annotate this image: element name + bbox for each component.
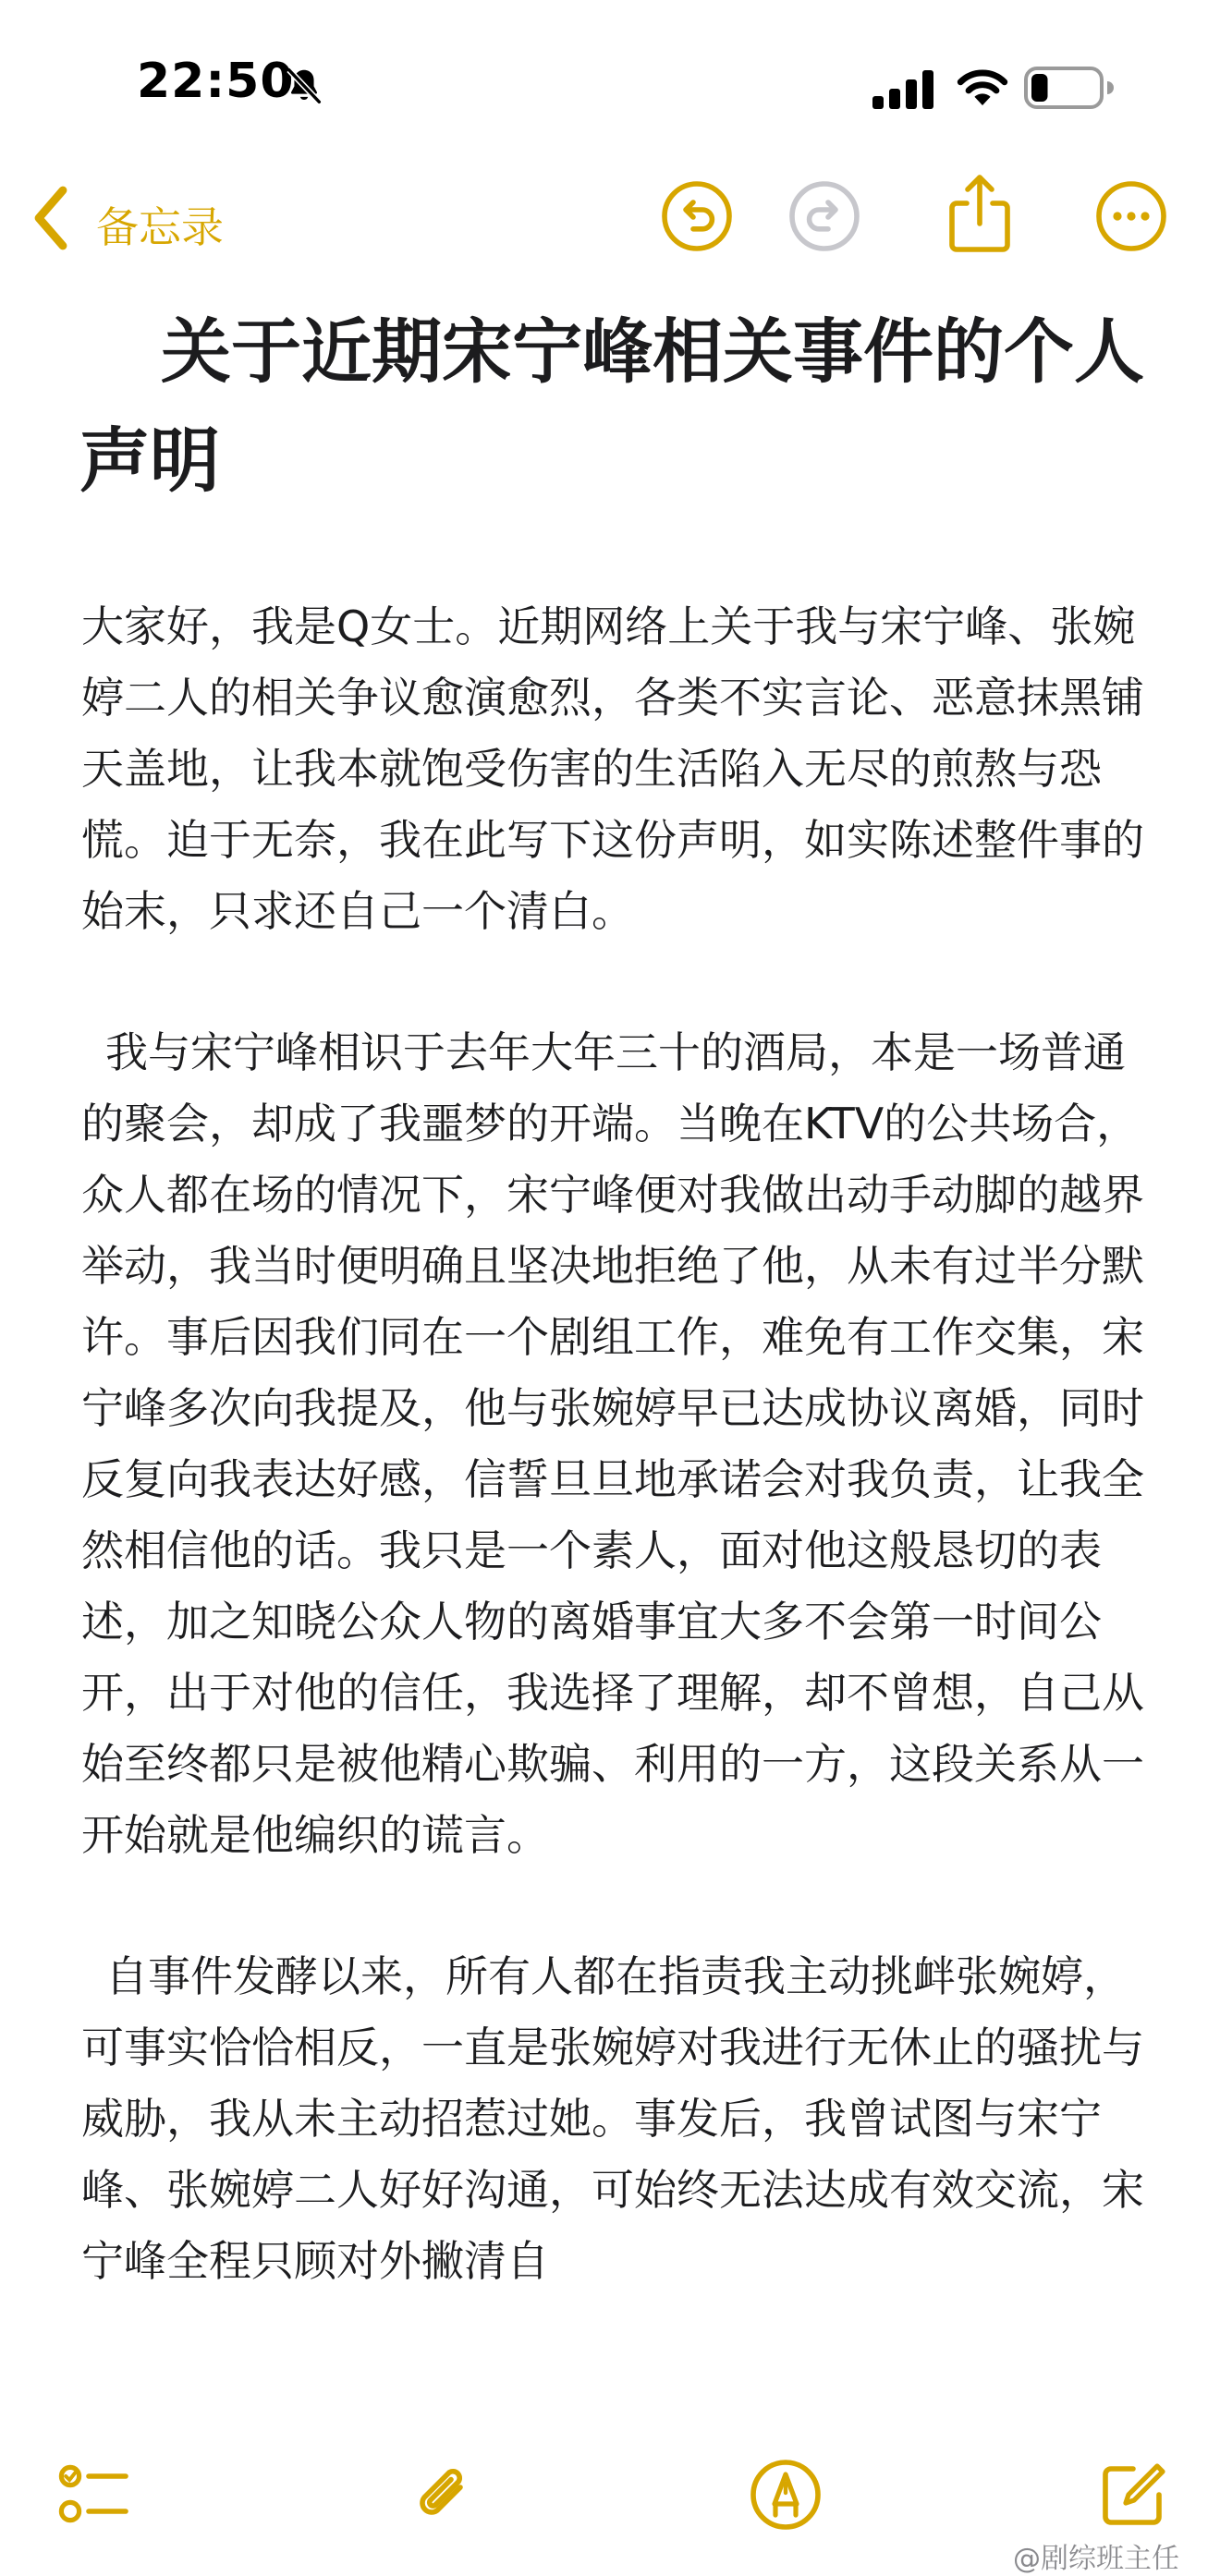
compose-icon[interactable] xyxy=(1096,2458,1170,2532)
status-bar xyxy=(0,0,1220,185)
back-button[interactable]: 备忘录 xyxy=(96,202,224,252)
note-paragraph xyxy=(81,1941,1153,2297)
attachment-icon[interactable] xyxy=(407,2458,481,2532)
checklist-icon[interactable] xyxy=(57,2458,131,2532)
battery-icon xyxy=(1024,67,1115,109)
undo-icon[interactable] xyxy=(660,179,734,253)
redo-icon[interactable] xyxy=(787,179,861,253)
note-title[interactable] xyxy=(79,298,1161,516)
bell-slash-icon xyxy=(283,65,325,107)
status-time: 22:50 xyxy=(137,54,295,109)
note-paragraph-text: 大家好，我是Q女士。近期网络上关于我与宋宁峰、张婉婷二人的相关争议愈演愈烈，各类不实言论、恶意抹黑铺天盖地，让我本就饱受伤害的生活陷入无尽的煎熬与恐慌。迫于无奈，我在此写下这份声明，如实陈述整件事的始末，只求还自己一个清白。 xyxy=(81,601,1144,936)
note-paragraph xyxy=(81,1017,1153,1871)
note-paragraph-text: 自事件发酵以来，所有人都在指责我主动挑衅张婉婷，可事实恰恰相反，一直是张婉婷对我进行无休止的骚扰与威胁，我从未主动招惹过她。事发后，我曾试图与宋宁峰、张婉婷二人好好沟通，可始终无法达成有效交流，宋宁峰全程只顾对外撇清自 xyxy=(81,1951,1144,2286)
wifi-icon xyxy=(954,65,1011,109)
cellular-signal-icon xyxy=(872,70,933,109)
note-paragraph-text: 我与宋宁峰相识于去年大年三十的酒局，本是一场普通的聚会，却成了我噩梦的开端。当晚在KTV的公共场合，众人都在场的情况下，宋宁峰便对我做出动手动脚的越界举动，我当时便明确且坚决地拒绝了他，从未有过半分默许。事后因我们同在一个剧组工作，难免有工作交集，宋宁峰多次向我提及，他与张婉婷早已达成协议离婚，同时反复向我表达好感，信誓旦旦地承诺会对我负责，让我全然相信他的话。我只是一个素人，面对他这般恳切的表述，加之知晓公众人物的离婚事宜大多不会第一时间公开，出于对他的信任，我选择了理解，却不曾想，自己从始至终都只是被他精心欺骗、利用的一方，这段关系从一开始就是他编织的谎言。 xyxy=(81,1027,1144,1860)
watermark: @剧综班主任 xyxy=(1013,2543,1179,2575)
chevron-left-icon[interactable] xyxy=(31,185,70,251)
markup-icon[interactable] xyxy=(749,2458,823,2532)
share-icon[interactable] xyxy=(945,172,1015,255)
note-title-text: 关于近期宋宁峰相关事件的个人声明 xyxy=(79,310,1144,502)
note-body[interactable] xyxy=(81,591,1153,2421)
more-icon[interactable] xyxy=(1094,179,1168,253)
note-paragraph xyxy=(81,591,1153,947)
